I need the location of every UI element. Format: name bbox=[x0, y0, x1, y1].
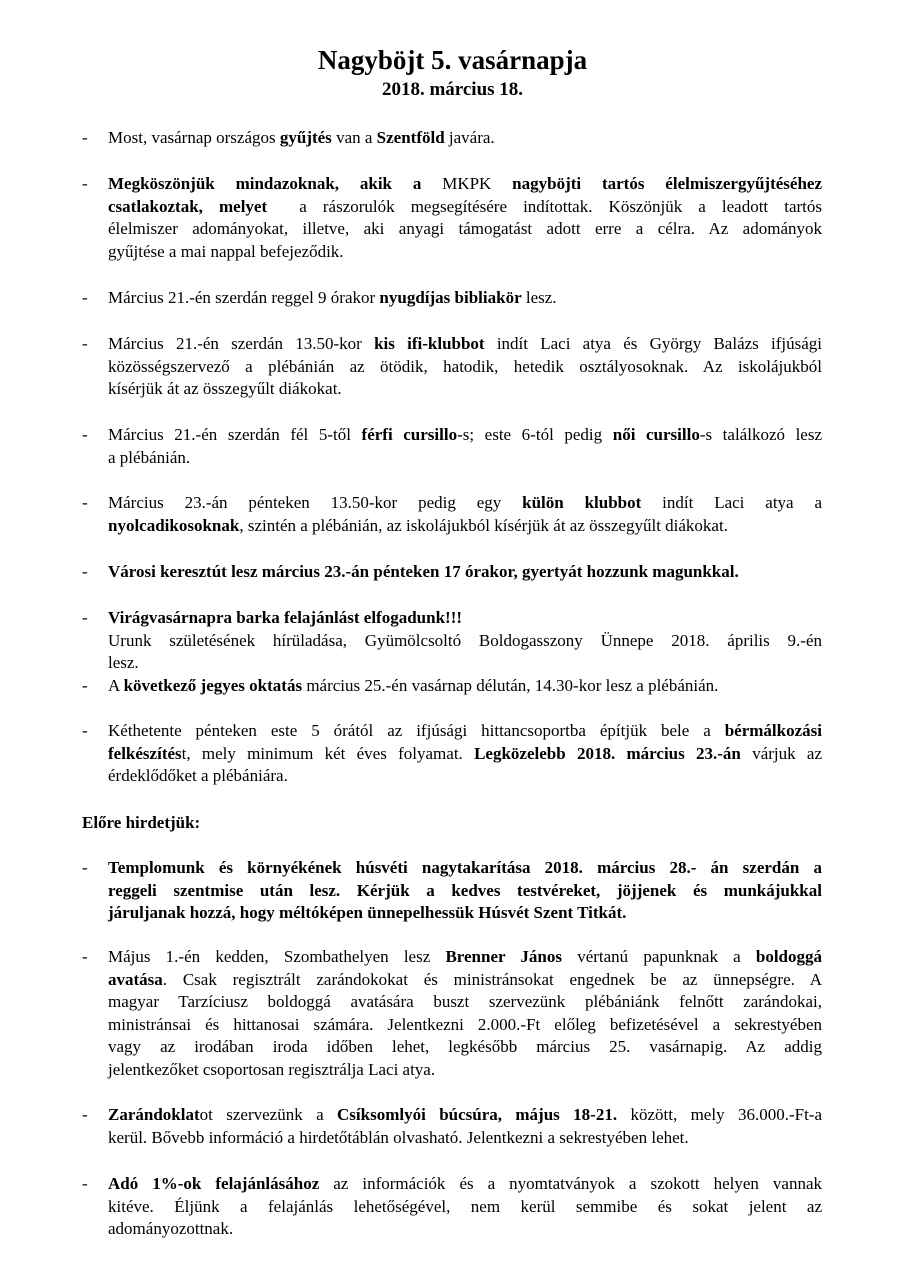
announcement-line: csatlakoztak, melyet a rászorulók megsegítésére indítottak. Köszönjük a leadott tartós bbox=[108, 196, 822, 216]
announcement-line: nyolcadikosoknak, szintén a plébánián, az iskolájukból kísérjük át az összegyűlt diákokat. bbox=[108, 515, 728, 535]
announcement-line: A következő jegyes oktatás március 25.-én vasárnap délután, 14.30-kor lesz a plébánián. bbox=[108, 676, 719, 695]
announcement-line: Kéthetente pénteken este 5 órától az ifjúsági hittancsoportba építjük bele a bérmálkozási bbox=[108, 721, 822, 740]
announcement-line: magyar Tarzíciusz boldoggá avatására buszt szervezünk plébániánk felnőtt zarándokai, bbox=[108, 992, 822, 1011]
announcement-line: Virágvasárnapra barka felajánlást elfogadunk!!! bbox=[108, 608, 463, 627]
announcement-line: Urunk születésének hírüladása, Gyümölcsoltó Boldogasszony Ünnepe 2018. április 9.-én bbox=[108, 630, 822, 650]
announcement-line: érdeklődőket a plébániára. bbox=[108, 766, 288, 785]
announcement-line: jelentkezőket csoportosan regisztrálja Laci atya. bbox=[108, 1059, 436, 1079]
section-heading: Előre hirdetjük: bbox=[82, 813, 201, 832]
announcement-line: élelmiszer adományokat, illetve, aki anyagi támogatást adott erre a célra. Az adományok bbox=[108, 219, 822, 238]
announcement-line: a plébánián. bbox=[108, 447, 191, 467]
announcement-line: felkészítést, mely minimum két éves folyamat. Legközelebb 2018. március 23.-án várjuk az bbox=[108, 743, 822, 763]
announcement-line: Templomunk és környékének húsvéti nagytakarítása 2018. március 28.- án szerdán a bbox=[108, 858, 822, 877]
announcement-line: közösségszervező a plébánián az ötödik, hatodik, hetedik osztályosoknak. Az iskolájukból bbox=[108, 356, 822, 376]
bullet-dash: - bbox=[82, 721, 88, 740]
bullet-dash: - bbox=[82, 425, 88, 444]
bullet-dash: - bbox=[82, 1105, 88, 1124]
announcement-line: kísérjük át az összegyűlt diákokat. bbox=[108, 379, 342, 398]
page-title: Nagyböjt 5. vasárnapja bbox=[317, 45, 588, 75]
bullet-dash: - bbox=[82, 1174, 88, 1193]
announcement-line: Március 21.-én szerdán reggel 9 órakor nyugdíjas bibliakör lesz. bbox=[108, 288, 557, 307]
announcement-line: Március 21.-én szerdán fél 5-től férfi cursillo-s; este 6-tól pedig női cursillo-s találkozó lesz bbox=[108, 425, 823, 444]
page-date: 2018. március 18. bbox=[381, 79, 524, 100]
announcement-line: Megköszönjük mindazoknak, akik a MKPK nagyböjti tartós élelmiszergyűjtéséhez bbox=[108, 174, 822, 193]
bullet-dash: - bbox=[82, 676, 88, 695]
bullet-dash: - bbox=[82, 562, 88, 581]
bullet-dash: - bbox=[82, 128, 88, 147]
announcement-line: Március 21.-én szerdán 13.50-kor kis ifi-klubbot indít Laci atya és György Balázs ifjúsági bbox=[108, 334, 823, 353]
announcement-line: gyűjtése a mai nappal befejeződik. bbox=[108, 241, 344, 261]
bullet-dash: - bbox=[82, 858, 88, 877]
announcement-line: Zarándoklatot szervezünk a Csíksomlyói búcsúra, május 18-21. között, mely 36.000.-Ft-a bbox=[108, 1105, 822, 1124]
bullet-dash: - bbox=[82, 947, 88, 966]
announcement-line: Városi keresztút lesz március 23.-án pénteken 17 órakor, gyertyát hozzunk magunkkal. bbox=[108, 562, 739, 581]
bullet-dash: - bbox=[82, 334, 88, 353]
announcement-line: avatása. Csak regisztrált zarándokokat és ministránsokat engednek be az ünnepségre. A bbox=[108, 969, 822, 989]
announcement-line: Most, vasárnap országos gyűjtés van a Szentföld javára. bbox=[108, 128, 495, 147]
bullet-dash: - bbox=[82, 493, 88, 512]
announcement-line: reggeli szentmise után lesz. Kérjük a kedves testvéreket, jöjjenek és munkájukkal bbox=[108, 880, 822, 900]
announcement-line: vagy az irodában iroda időben lehet, legkésőbb március 25. vasárnapig. Az addig bbox=[108, 1037, 822, 1056]
announcement-line: Május 1.-én kedden, Szombathelyen lesz Brenner János vértanú papunknak a boldoggá bbox=[108, 947, 822, 966]
announcement-line: kerül. Bővebb információ a hirdetőtáblán olvasható. Jelentkezni a sekrestyében lehet. bbox=[108, 1127, 689, 1147]
announcement-line: lesz. bbox=[108, 653, 139, 672]
announcement-line: járuljanak hozzá, hogy méltóképen ünnepelhessük Húsvét Szent Titkát. bbox=[108, 903, 627, 922]
announcement-line: Adó 1%-ok felajánlásához az információk és a nyomtatványok a szokott helyen vannak bbox=[108, 1174, 822, 1193]
bullet-dash: - bbox=[82, 288, 88, 307]
announcement-line: kitéve. Éljünk a felajánlás lehetőségével, nem kerül semmibe és sokat jelent az bbox=[108, 1196, 822, 1216]
announcement-line: ministránsai és hittanosai számára. Jelentkezni 2.000.-Ft előleg befizetésével a sekrestyében bbox=[108, 1014, 822, 1034]
announcement-line: Március 23.-án pénteken 13.50-kor pedig egy külön klubbot indít Laci atya a bbox=[108, 493, 822, 512]
bullet-dash: - bbox=[82, 174, 88, 193]
announcement-line: adományozottnak. bbox=[108, 1219, 234, 1238]
bullet-dash: - bbox=[82, 608, 88, 627]
